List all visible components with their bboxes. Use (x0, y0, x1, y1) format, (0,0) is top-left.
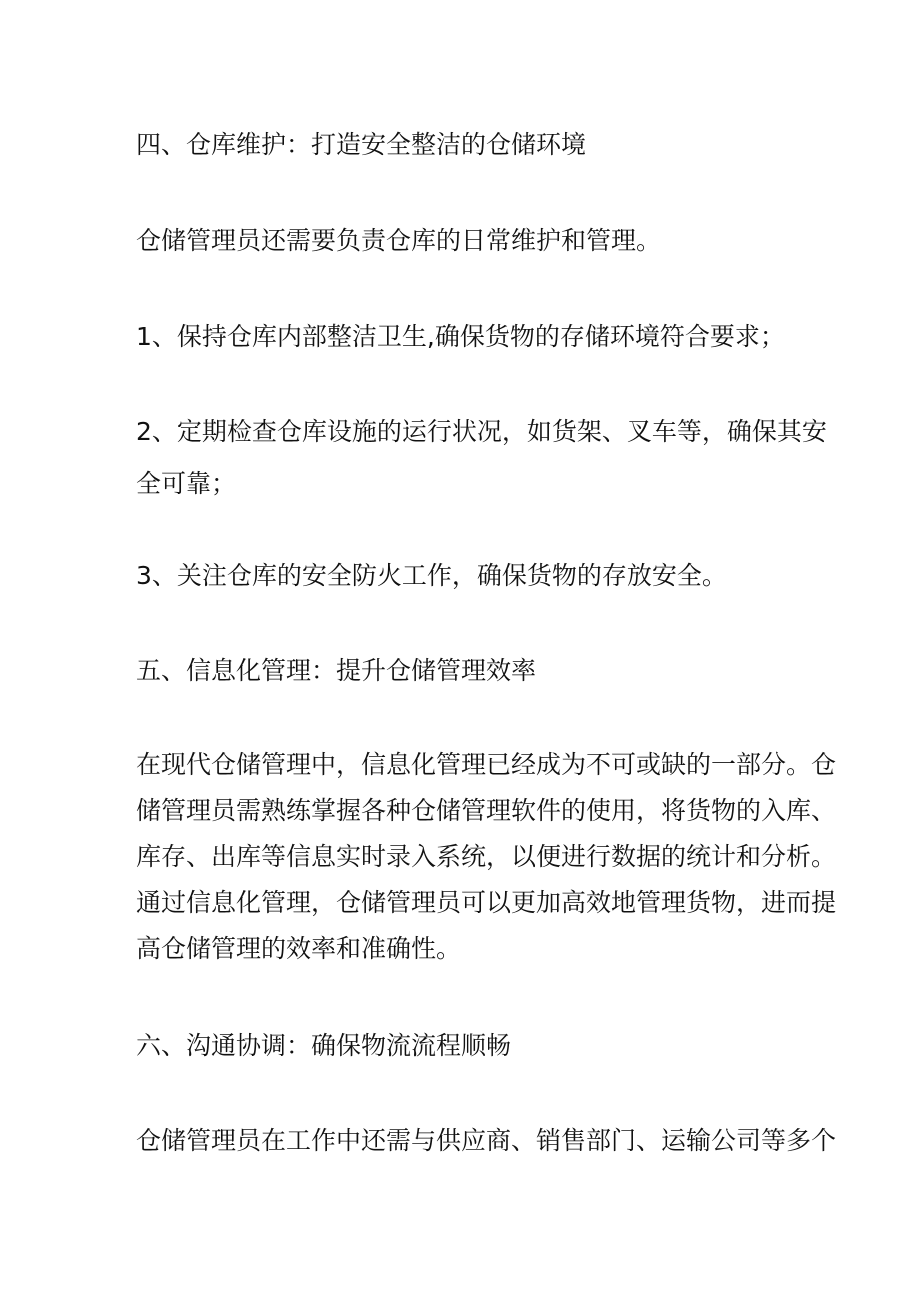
section-5-paragraph-line: 储管理员需熟练掌握各种仓储管理软件的使用，将货物的入库、 (136, 796, 837, 825)
section-4-intro: 仓储管理员还需要负责仓库的日常维护和管理。 (136, 226, 662, 255)
section-5-paragraph-line: 库存、出库等信息实时录入系统，以便进行数据的统计和分析。 (136, 842, 837, 871)
section-6-heading: 六、沟通协调：确保物流流程顺畅 (136, 1031, 512, 1060)
section-5-paragraph-line: 在现代仓储管理中，信息化管理已经成为不可或缺的一部分。仓 (136, 750, 837, 779)
section-5-paragraph-line: 高仓储管理的效率和准确性。 (136, 934, 462, 963)
section-5-heading: 五、信息化管理：提升仓储管理效率 (136, 656, 537, 685)
section-4-item-2 (136, 413, 827, 503)
section-5-paragraph-line: 通过信息化管理，仓储管理员可以更加高效地管理货物，进而提 (136, 888, 837, 917)
section-6-paragraph-line: 仓储管理员在工作中还需与供应商、销售部门、运输公司等多个 (136, 1126, 837, 1155)
section-4-item-2-line-1: 2、定期检查仓库设施的运行状况，如货架、叉车等，确保其安 (136, 417, 827, 446)
section-4-heading: 四、仓库维护：打造安全整洁的仓储环境 (136, 130, 587, 159)
section-4-item-1: 1、保持仓库内部整洁卫生,确保货物的存储环境符合要求； (136, 322, 785, 351)
section-5-paragraph (136, 746, 837, 968)
section-4-item-3: 3、关注仓库的安全防火工作，确保货物的存放安全。 (136, 561, 727, 590)
section-4-item-2-line-2: 全可靠； (136, 469, 237, 498)
